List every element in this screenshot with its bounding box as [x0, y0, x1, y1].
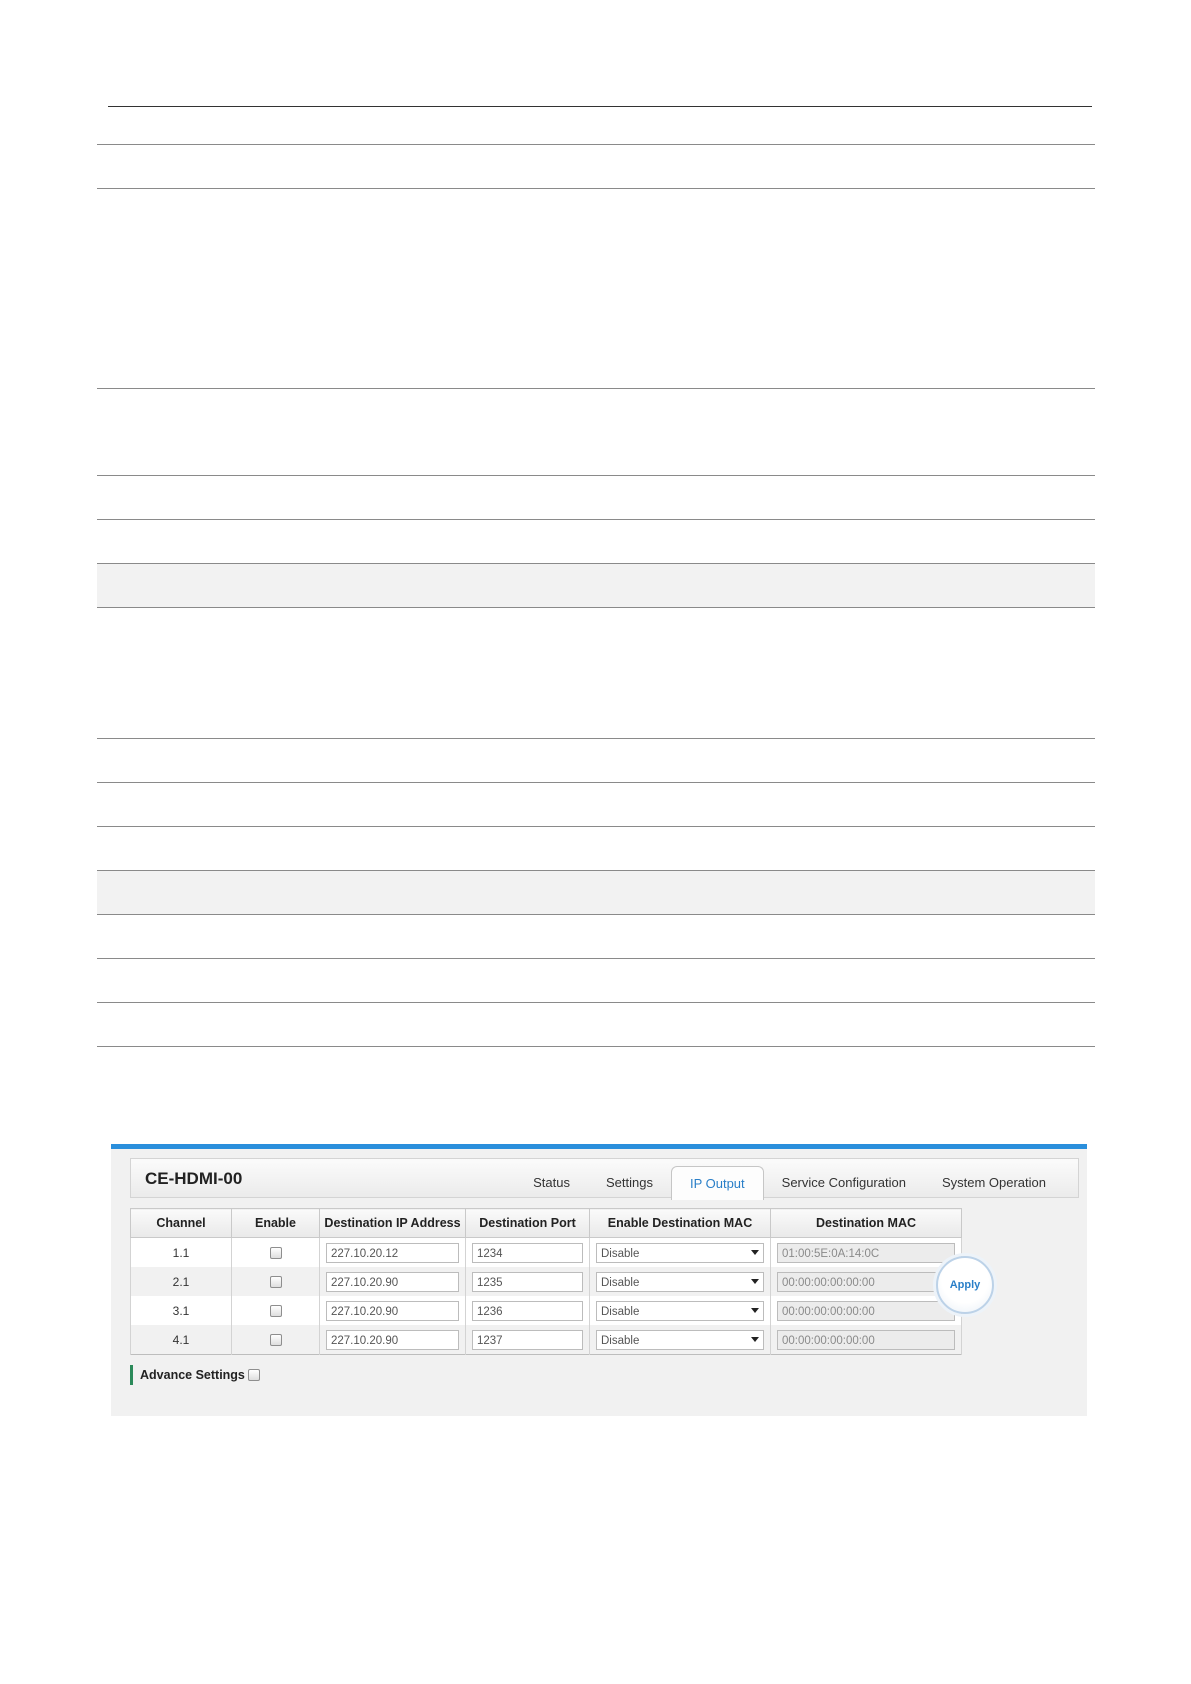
tab-status[interactable]: Status — [533, 1175, 570, 1190]
table-rule — [97, 188, 1095, 189]
chevron-down-icon — [751, 1279, 759, 1284]
tab-settings[interactable]: Settings — [605, 1175, 653, 1190]
table-shaded-row — [97, 870, 1095, 914]
chevron-down-icon — [751, 1337, 759, 1342]
table-rule — [97, 826, 1095, 827]
enable-destination-mac-select[interactable] — [596, 1243, 764, 1263]
destination-ip-input[interactable]: 227.10.20.12 — [326, 1243, 459, 1263]
chevron-down-icon — [751, 1308, 759, 1313]
table-rule — [97, 607, 1095, 608]
select-value: Disable — [596, 1272, 764, 1292]
enable-destination-mac-select[interactable] — [596, 1272, 764, 1292]
select-value: Disable — [596, 1301, 764, 1321]
destination-mac-field: 01:00:5E:0A:14:0C — [777, 1243, 955, 1263]
enable-checkbox[interactable] — [270, 1247, 282, 1259]
table-rule — [97, 1002, 1095, 1003]
destination-mac-field: 00:00:00:00:00:00 — [777, 1272, 955, 1292]
table-rule — [97, 519, 1095, 520]
destination-port-input[interactable]: 1235 — [472, 1272, 583, 1292]
channel-cell: 2.1 — [131, 1267, 232, 1296]
table-row — [131, 1296, 962, 1325]
destination-mac-field: 00:00:00:00:00:00 — [777, 1330, 955, 1350]
advance-settings-label: Advance Settings — [140, 1368, 245, 1382]
ip-output-table — [130, 1208, 962, 1355]
channel-cell: 3.1 — [131, 1296, 232, 1325]
destination-ip-input[interactable]: 227.10.20.90 — [326, 1330, 459, 1350]
destination-port-input[interactable]: 1236 — [472, 1301, 583, 1321]
advance-settings — [130, 1365, 260, 1385]
tab-system-operation[interactable]: System Operation — [941, 1175, 1046, 1190]
column-header-enable: Enable — [232, 1209, 320, 1238]
table-rule — [97, 782, 1095, 783]
table-rule — [97, 870, 1095, 871]
column-header-channel: Channel — [131, 1209, 232, 1238]
tab-service-configuration[interactable]: Service Configuration — [781, 1175, 906, 1190]
column-header-destination-ip: Destination IP Address — [320, 1209, 466, 1238]
device-name: CE-HDMI-00 — [145, 1169, 243, 1188]
table-row — [131, 1267, 962, 1296]
header-rule — [108, 106, 1092, 107]
enable-checkbox[interactable] — [270, 1334, 282, 1346]
destination-port-input[interactable]: 1237 — [472, 1330, 583, 1350]
table-rule — [97, 914, 1095, 915]
select-value: Disable — [596, 1330, 764, 1350]
tab-ip-output[interactable]: IP Output — [671, 1166, 764, 1200]
table-shaded-row — [97, 563, 1095, 607]
enable-checkbox[interactable] — [270, 1305, 282, 1317]
chevron-down-icon — [751, 1250, 759, 1255]
table-rule — [97, 1046, 1095, 1047]
column-header-enable-destination-mac: Enable Destination MAC — [590, 1209, 771, 1238]
table-rule — [97, 563, 1095, 564]
enable-checkbox[interactable] — [270, 1276, 282, 1288]
enable-destination-mac-select[interactable] — [596, 1330, 764, 1350]
column-header-destination-mac: Destination MAC — [771, 1209, 962, 1238]
channel-cell: 4.1 — [131, 1325, 232, 1355]
column-header-destination-port: Destination Port — [466, 1209, 590, 1238]
apply-button[interactable]: Apply — [936, 1256, 994, 1314]
ip-output-screenshot — [111, 1144, 1087, 1416]
select-value: Disable — [596, 1243, 764, 1263]
nav-tabs — [515, 1159, 1064, 1199]
destination-mac-field: 00:00:00:00:00:00 — [777, 1301, 955, 1321]
table-row — [131, 1325, 962, 1355]
table-rule — [97, 388, 1095, 389]
enable-destination-mac-select[interactable] — [596, 1301, 764, 1321]
table-rule — [97, 475, 1095, 476]
table-row — [131, 1238, 962, 1268]
table-rule — [97, 738, 1095, 739]
destination-ip-input[interactable]: 227.10.20.90 — [326, 1272, 459, 1292]
destination-ip-input[interactable]: 227.10.20.90 — [326, 1301, 459, 1321]
table-header-row — [131, 1209, 962, 1238]
channel-cell: 1.1 — [131, 1238, 232, 1268]
destination-port-input[interactable]: 1234 — [472, 1243, 583, 1263]
table-rule — [97, 144, 1095, 145]
title-bar — [130, 1158, 1079, 1198]
accent-bar — [111, 1144, 1087, 1149]
table-rule — [97, 958, 1095, 959]
advance-settings-checkbox[interactable] — [248, 1369, 260, 1381]
